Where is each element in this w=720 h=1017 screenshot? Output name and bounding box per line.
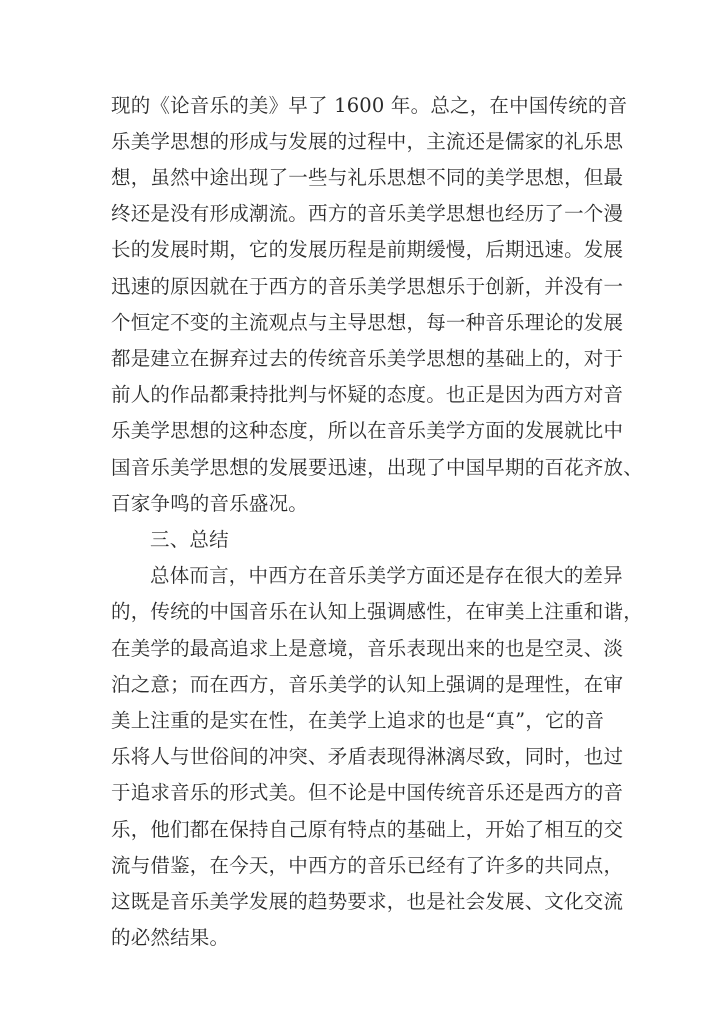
text-line: 个恒定不变的主流观点与主导思想，每一种音乐理论的发展	[111, 311, 624, 334]
text-line: 乐，他们都在保持自己原有特点的基础上，开始了相互的交	[111, 818, 624, 841]
text-line: 国音乐美学思想的发展要迅速，出现了中国早期的百花齐放、	[111, 456, 643, 479]
text-line: 流与借鉴，在今天，中西方的音乐已经有了许多的共同点，	[111, 854, 624, 877]
text-line: 美上注重的是实在性，在美学上追求的也是“真”，它的音	[111, 709, 605, 732]
text-line: 于追求音乐的形式美。但不论是中国传统音乐还是西方的音	[111, 781, 624, 804]
text-line: 乐美学思想的形成与发展的过程中，主流还是儒家的礼乐思	[111, 130, 624, 153]
text-line: 泊之意；而在西方，音乐美学的认知上强调的是理性，在审	[111, 673, 624, 696]
text-line: 长的发展时期，它的发展历程是前期缓慢，后期迅速。发展	[111, 238, 624, 261]
text-line: 在美学的最高追求上是意境，音乐表现出来的也是空灵、淡	[111, 637, 624, 660]
text-line: 现的《论音乐的美》早了 1600 年。总之，在中国传统的音	[111, 94, 628, 117]
text-line: 的必然结果。	[111, 926, 230, 949]
section-heading: 三、总结	[150, 528, 229, 551]
text-line: 迅速的原因就在于西方的音乐美学思想乐于创新，并没有一	[111, 275, 624, 298]
text-line: 总体而言，中西方在音乐美学方面还是存在很大的差异	[150, 564, 623, 587]
text-line: 乐将人与世俗间的冲突、矛盾表现得淋漓尽致，同时，也过	[111, 745, 624, 768]
text-line: 百家争鸣的音乐盛况。	[111, 492, 309, 515]
text-line: 这既是音乐美学发展的趋势要求，也是社会发展、文化交流	[111, 890, 624, 913]
text-line: 前人的作品都秉持批判与怀疑的态度。也正是因为西方对音	[111, 383, 624, 406]
text-line: 都是建立在摒弃过去的传统音乐美学思想的基础上的，对于	[111, 347, 624, 370]
text-line: 的，传统的中国音乐在认知上强调感性，在审美上注重和谐，	[111, 600, 643, 623]
text-line: 想，虽然中途出现了一些与礼乐思想不同的美学思想，但最	[111, 166, 624, 189]
text-line: 乐美学思想的这种态度，所以在音乐美学方面的发展就比中	[111, 419, 624, 442]
text-line: 终还是没有形成潮流。西方的音乐美学思想也经历了一个漫	[111, 202, 624, 225]
